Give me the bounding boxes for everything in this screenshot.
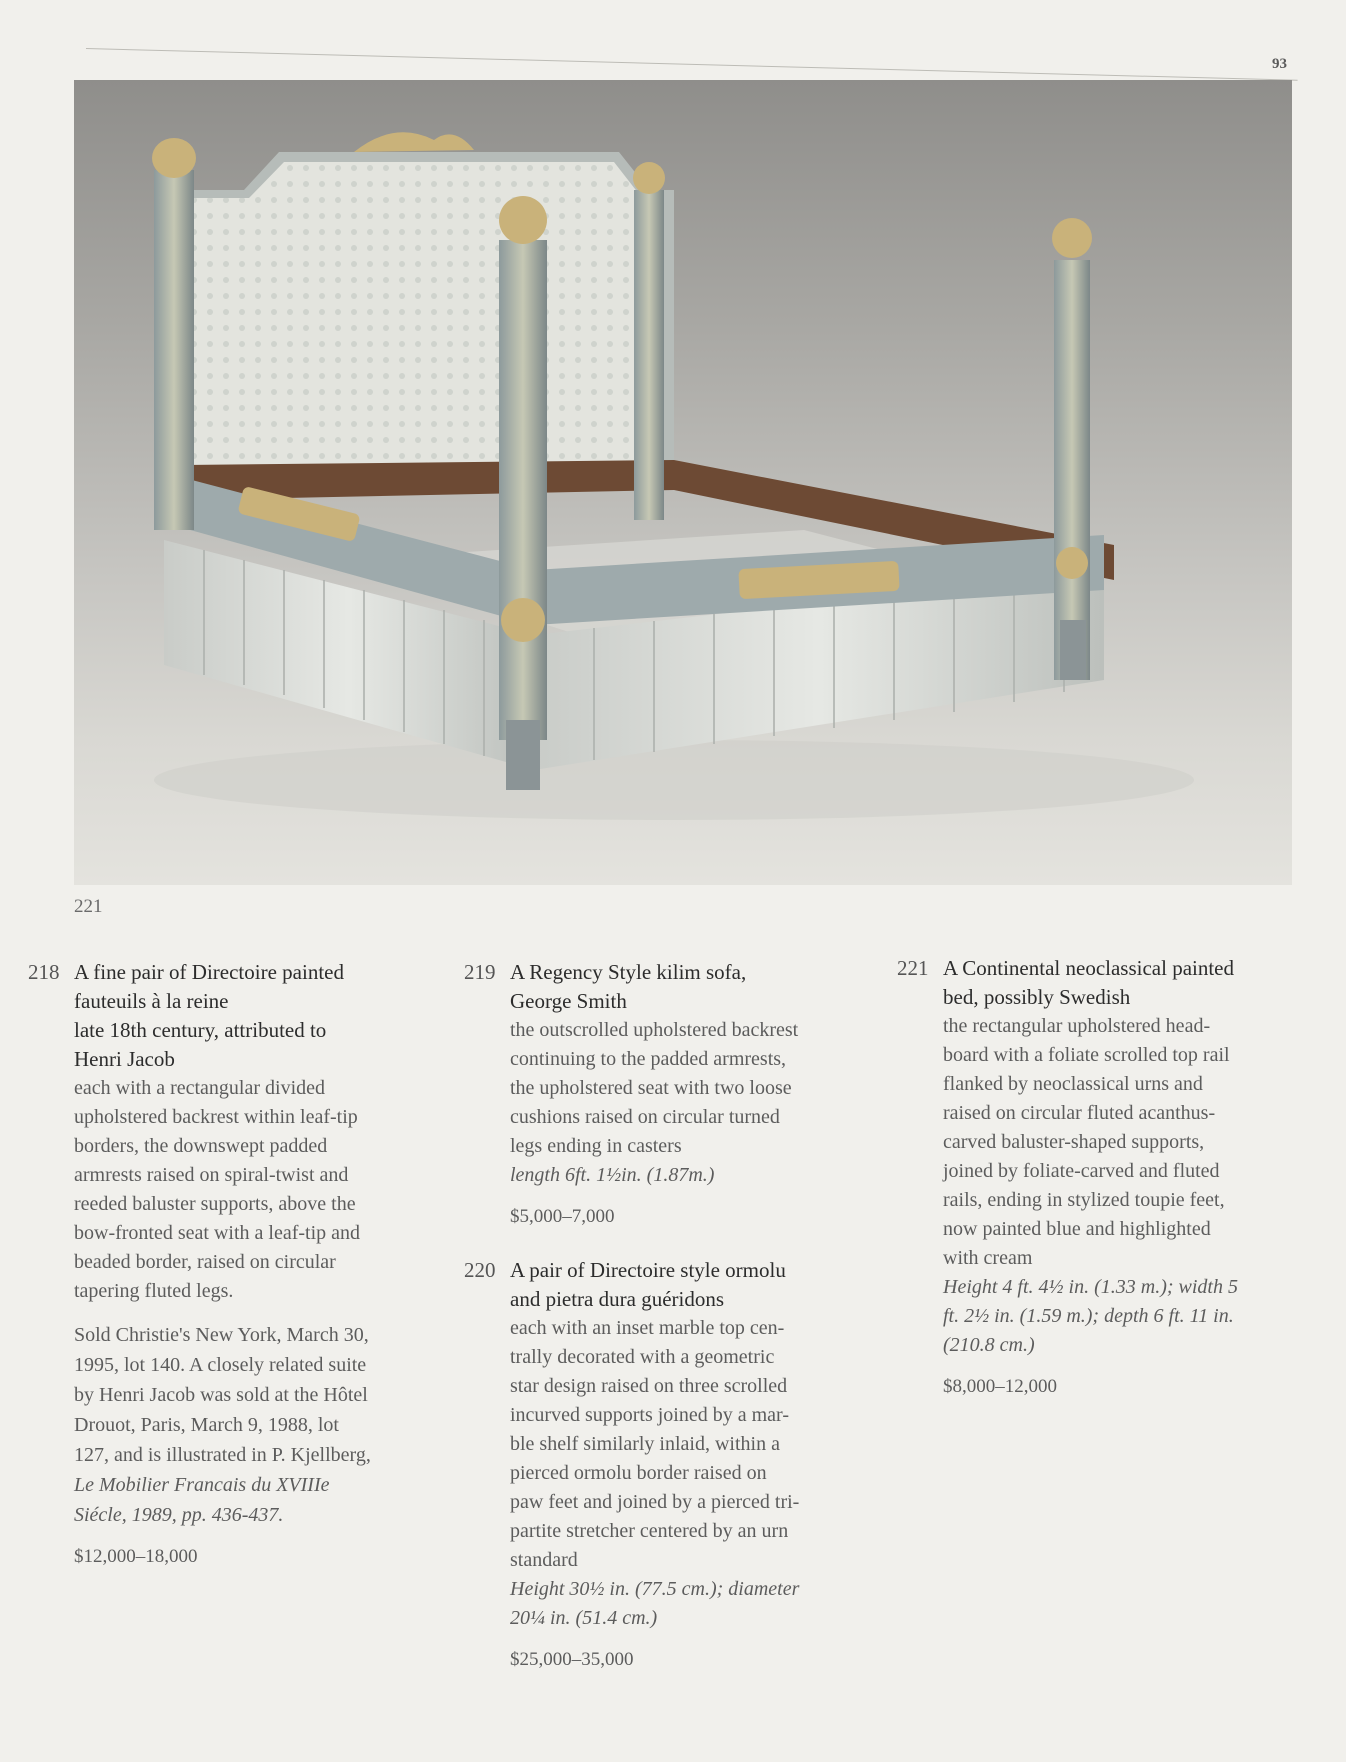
- lot-220: [464, 1256, 884, 1671]
- note-italic-line: Le Mobilier Francais du XVIIIe: [74, 1474, 330, 1496]
- lot-desc-line: joined by foliate-carved and fluted: [943, 1160, 1220, 1182]
- lot-desc-line: borders, the downswept padded: [74, 1135, 328, 1157]
- lot-dimensions: 20¼ in. (51.4 cm.): [510, 1607, 658, 1629]
- lot-221: [897, 954, 1317, 1398]
- lot-number: 221: [897, 956, 929, 980]
- lot-estimate: $5,000–7,000: [510, 1206, 615, 1227]
- lot-desc-line: carved baluster-shaped supports,: [943, 1131, 1205, 1153]
- lot-desc-line: board with a foliate scrolled top rail: [943, 1044, 1230, 1066]
- lot-title-line: fauteuils à la reine: [74, 989, 229, 1013]
- lot-desc-line: standard: [510, 1549, 578, 1571]
- lot-desc-line: now painted blue and highlighted: [943, 1218, 1211, 1240]
- lot-desc-line: with cream: [943, 1247, 1033, 1269]
- lot-desc-line: partite stretcher centered by an urn: [510, 1520, 789, 1542]
- lot-dimensions: ft. 2½ in. (1.59 m.); depth 6 ft. 11 in.: [943, 1305, 1234, 1327]
- note-line: by Henri Jacob was sold at the Hôtel: [74, 1384, 368, 1406]
- lot-desc-line: continuing to the padded armrests,: [510, 1048, 787, 1070]
- plate-caption: 221: [74, 896, 103, 917]
- lot-desc-line: flanked by neoclassical urns and: [943, 1073, 1203, 1095]
- lot-desc-line: star design raised on three scrolled: [510, 1375, 788, 1397]
- lot-desc-line: each with an inset marble top cen-: [510, 1317, 785, 1339]
- lot-title-line: bed, possibly Swedish: [943, 985, 1131, 1009]
- bed-photograph: [74, 80, 1292, 885]
- lot-title-line: late 18th century, attributed to: [74, 1018, 327, 1042]
- lot-desc-line: paw feet and joined by a pierced tri-: [510, 1491, 800, 1513]
- lot-desc-line: cushions raised on circular turned: [510, 1106, 780, 1128]
- header-rule: [86, 48, 1298, 81]
- column-3: [897, 954, 1317, 1398]
- lot-title-line: and pietra dura guéridons: [510, 1287, 725, 1311]
- note-line: 127, and is illustrated in P. Kjellberg,: [74, 1444, 371, 1466]
- lot-dimensions: (210.8 cm.): [943, 1334, 1035, 1356]
- lot-title-line: A fine pair of Directoire painted: [74, 960, 344, 984]
- provenance-note: [74, 1320, 418, 1530]
- note-italic-line: Siécle, 1989, pp. 436-437.: [74, 1504, 284, 1526]
- lot-desc-line: the rectangular upholstered head-: [943, 1015, 1211, 1037]
- bed-illustration: [74, 80, 1292, 885]
- lot-desc-line: beaded border, raised on circular: [74, 1251, 336, 1273]
- lot-title-line: A pair of Directoire style ormolu: [510, 1258, 786, 1282]
- lot-dimensions: length 6ft. 1½in. (1.87m.): [510, 1164, 715, 1186]
- lot-dimensions: Height 4 ft. 4½ in. (1.33 m.); width 5: [943, 1276, 1238, 1298]
- lot-title-line: George Smith: [510, 989, 627, 1013]
- lot-desc-line: reeded baluster supports, above the: [74, 1193, 356, 1215]
- lot-estimate: $25,000–35,000: [510, 1649, 634, 1670]
- column-2: [464, 958, 884, 1671]
- lot-title-line: Henri Jacob: [74, 1047, 175, 1071]
- lot-desc-line: the upholstered seat with two loose: [510, 1077, 792, 1099]
- page-number: 93: [1272, 56, 1287, 72]
- lot-dimensions: Height 30½ in. (77.5 cm.); diameter: [510, 1578, 800, 1600]
- lot-219: [464, 958, 884, 1228]
- lot-desc-line: upholstered backrest within leaf-tip: [74, 1106, 358, 1128]
- lot-number: 219: [464, 960, 496, 984]
- lot-desc-line: bow-fronted seat with a leaf-tip and: [74, 1222, 361, 1244]
- lot-desc-line: tapering fluted legs.: [74, 1280, 234, 1302]
- note-line: 1995, lot 140. A closely related suite: [74, 1354, 367, 1376]
- lot-desc-line: pierced ormolu border raised on: [510, 1462, 767, 1484]
- lot-desc-line: trally decorated with a geometric: [510, 1346, 775, 1368]
- lot-estimate: $12,000–18,000: [74, 1546, 198, 1567]
- lot-desc-line: raised on circular fluted acanthus-: [943, 1102, 1216, 1124]
- lot-desc-line: the outscrolled upholstered backrest: [510, 1019, 799, 1041]
- lot-desc-line: incurved supports joined by a mar-: [510, 1404, 789, 1426]
- lot-title-line: A Regency Style kilim sofa,: [510, 960, 747, 984]
- lot-number: 218: [28, 960, 60, 984]
- lot-218: [28, 958, 418, 1568]
- lot-desc-line: armrests raised on spiral-twist and: [74, 1164, 349, 1186]
- lot-estimate: $8,000–12,000: [943, 1376, 1057, 1397]
- lot-desc-line: ble shelf similarly inlaid, within a: [510, 1433, 780, 1455]
- note-line: Drouot, Paris, March 9, 1988, lot: [74, 1414, 339, 1436]
- note-line: Sold Christie's New York, March 30,: [74, 1324, 369, 1346]
- lot-number: 220: [464, 1258, 496, 1282]
- lot-desc-line: legs ending in casters: [510, 1135, 682, 1157]
- lot-desc-line: each with a rectangular divided: [74, 1077, 325, 1099]
- column-1: [28, 958, 418, 1568]
- lot-desc-line: rails, ending in stylized toupie feet,: [943, 1189, 1225, 1211]
- lot-title-line: A Continental neoclassical painted: [943, 956, 1235, 980]
